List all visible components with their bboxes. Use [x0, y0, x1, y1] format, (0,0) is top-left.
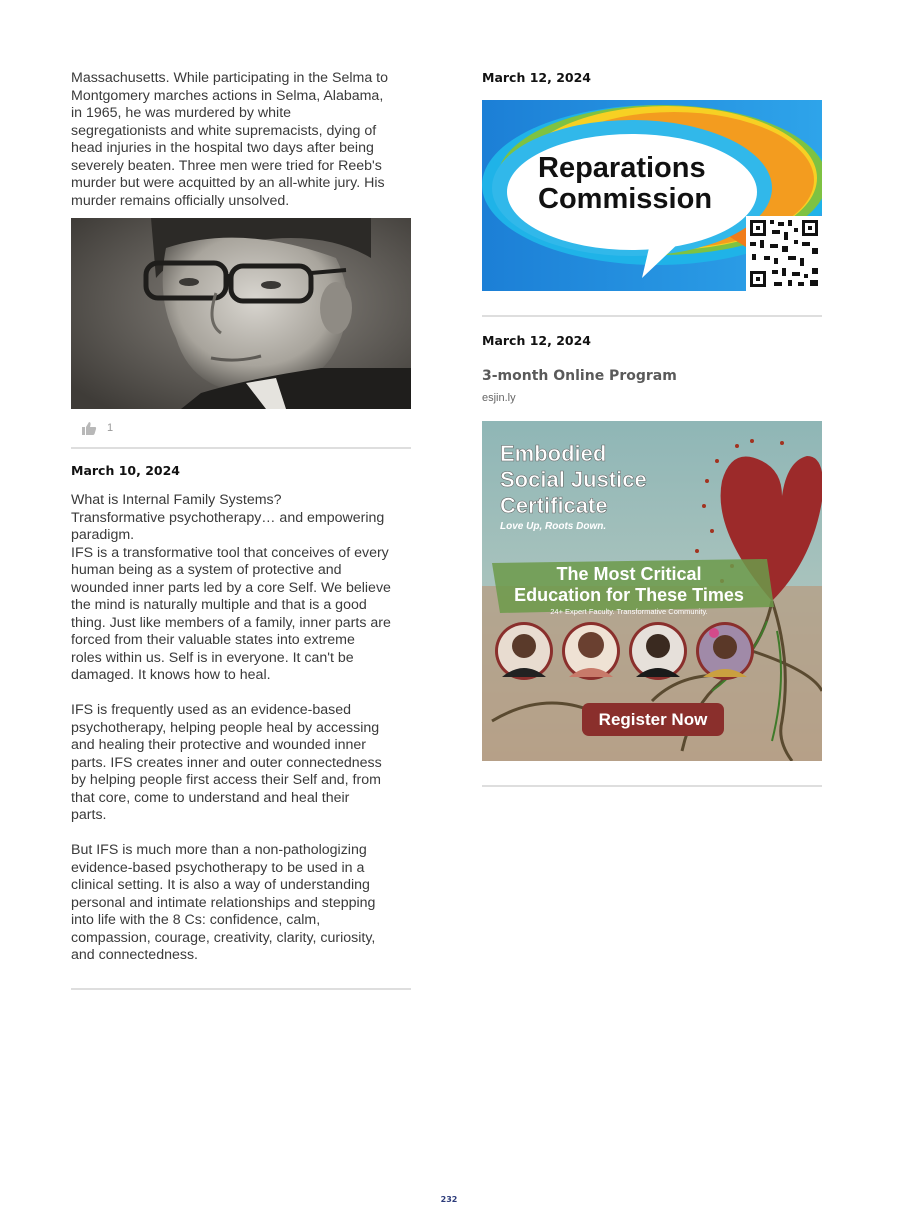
qr-code-icon [746, 216, 822, 291]
like-bar [71, 409, 411, 447]
post-paragraph: IFS is frequently used as an evidence-based psychotherapy, helping people heal by accessing and healing their protective and wounded inner parts. IFS creates inner and outer connectedness by helping people first access their Self and, from that core, come to understand and heal their parts. [71, 702, 382, 823]
right-column [482, 70, 822, 787]
post-date: March 12, 2024 [482, 70, 591, 85]
like-count: 1 [107, 422, 114, 434]
page-number: 232 [440, 1195, 458, 1204]
post-paragraph: What is Internal Family Systems? Transformative psychotherapy… and empowering paradigm. IFS is a transformative tool that conceives of every human being as a system of protective and wounded inner parts led by a core Self. We believe the mind is naturally multiple and that is a good thing. Just like members of a family, inner parts are forced from their valuable states into extreme roles within us. Self is in everyone. It can't be damaged. It knows how to heal. [71, 492, 391, 683]
ad-title-line1: Embodied [500, 441, 607, 466]
reparations-commission-banner[interactable] [482, 100, 822, 291]
banner-title-line2: Commission [538, 183, 713, 215]
ad-title-line2: Social Justice [500, 467, 647, 492]
divider [482, 315, 822, 317]
portrait-photo [71, 218, 411, 409]
post-link[interactable]: esjin.ly [482, 392, 516, 404]
divider [71, 988, 411, 990]
post-date: March 10, 2024 [71, 463, 180, 478]
ad-subheadline: 24+ Expert Faculty. Transformative Community. [550, 607, 708, 616]
banner-title-line1: Reparations [538, 152, 706, 184]
post-title[interactable]: 3-month Online Program [482, 368, 677, 384]
divider [482, 785, 822, 787]
thumbs-up-icon[interactable] [81, 420, 97, 436]
ad-tagline: Love Up, Roots Down. [500, 521, 607, 532]
register-now-label: Register Now [598, 710, 708, 729]
post-date: March 12, 2024 [482, 333, 591, 348]
left-column [71, 70, 411, 990]
post-paragraph: But IFS is much more than a non-pathologizing evidence-based psychotherapy to be used in a clinical setting. It is also a way of understanding personal and intimate relationships and stepping into life with the 8 Cs: confidence, calm, compassion, courage, creativity, clarity, curiosity, and connectedness. [71, 842, 376, 963]
ad-headline-line2: Education for These Times [514, 585, 744, 605]
ad-headline-line1: The Most Critical [556, 564, 702, 584]
ad-title-line3: Certificate [500, 493, 608, 518]
divider [71, 447, 411, 449]
post-intro-text: Massachusetts. While participating in the Selma to Montgomery marches actions in Selma, Alabama, in 1965, he was murdered by white segregationists and white supremacists, dying of head injuries in the hospital two days after being severely beaten. Three men were tried for Reeb's murder but were acquitted by an all-white jury. His murder remains officially unsolved. [71, 70, 389, 209]
social-justice-certificate-ad[interactable] [482, 421, 822, 761]
